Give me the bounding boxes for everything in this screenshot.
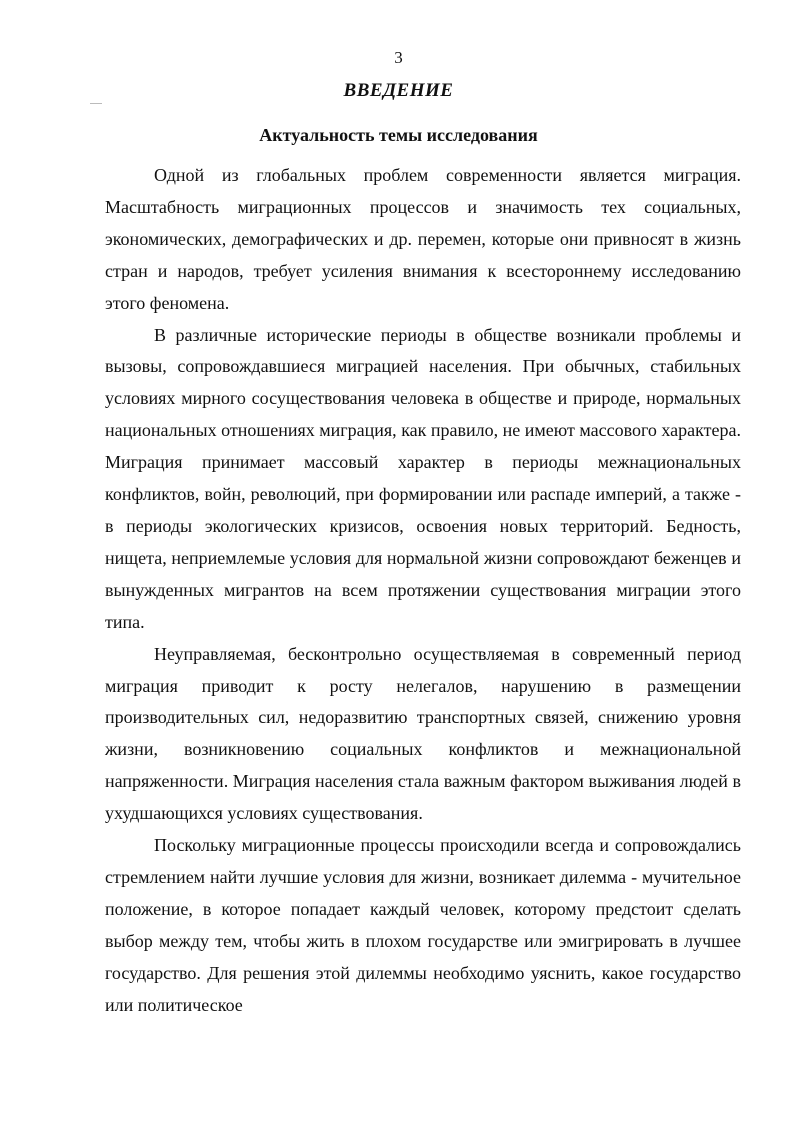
paragraph-4: Поскольку миграционные процессы происходили всегда и сопровождались стремлением найти лучшие условия для жизни, возникает дилемма - мучительное положение, в которое попадает каждый человек, которому предстоит сделать выбор между тем, чтобы жить в плохом государстве или эмигрировать в лучшее государство. Для решения этой дилеммы необходимо уяснить, какое государство или политическое bbox=[105, 835, 741, 1015]
section-title: ВВЕДЕНИЕ bbox=[343, 80, 454, 101]
section-subtitle: Актуальность темы исследования bbox=[259, 125, 538, 145]
margin-mark bbox=[90, 103, 102, 104]
paragraph-3: Неуправляемая, бесконтрольно осуществляемая в современный период миграция приводит к росту нелегалов, нарушению в размещении производительных сил, недоразвитию транспортных связей, снижению уровня жизни, возникновению социальных конфликтов и межнациональной напряженности. Миграция населения стала важным фактором выживания людей в ухудшающихся условиях существования. bbox=[105, 643, 741, 824]
page-number: 3 bbox=[394, 48, 403, 67]
body-text bbox=[105, 160, 741, 1021]
paragraph-1: Одной из глобальных проблем современности является миграция. Масштабность миграционных процессов и значимость тех социальных, экономических, демографических и др. перемен, которые они привносят в жизнь стран и народов, требует усиления внимания к всестороннему исследованию этого феномена. bbox=[105, 165, 741, 313]
paragraph-2: В различные исторические периоды в обществе возникали проблемы и вызовы, сопровождавшиеся миграцией населения. При обычных, стабильных условиях мирного сосуществования человека в обществе и природе, нормальных национальных отношениях миграция, как правило, не имеют массового характера. Миграция принимает массовый характер в периоды межнациональных конфликтов, войн, революций, при формировании или распаде империй, а также - в периоды экологических кризисов, освоения новых территорий. Бедность, нищета, неприемлемые условия для нормальной жизни сопровождают беженцев и вынужденных мигрантов на всем протяжении существования миграции этого типа. bbox=[105, 324, 741, 632]
